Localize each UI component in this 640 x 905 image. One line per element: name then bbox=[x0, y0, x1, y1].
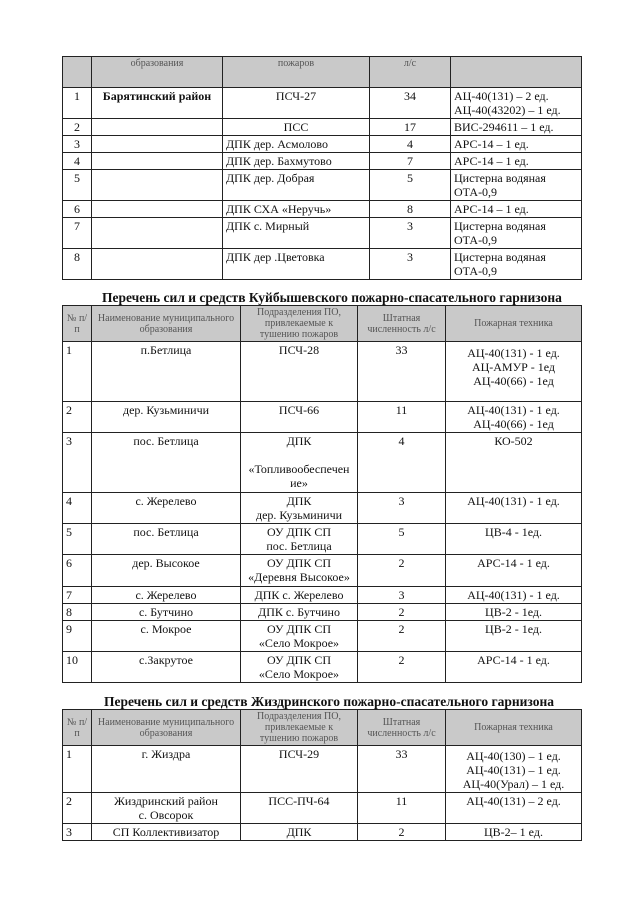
header-staff: л/с bbox=[370, 57, 451, 88]
row-tech: АЦ-40(131) - 1 ед. bbox=[446, 587, 582, 604]
row-tech: АРС-14 – 1 ед. bbox=[451, 201, 582, 218]
row-staff: 3 bbox=[370, 249, 451, 280]
header-num: № п/п bbox=[63, 306, 92, 342]
row-muni: пос. Бетлица bbox=[92, 433, 241, 493]
row-unit: ДПК с. Мирный bbox=[223, 218, 370, 249]
row-num: 6 bbox=[63, 555, 92, 587]
header-unit: Подразделения ПО, привлекаемые к тушению пожаров bbox=[241, 306, 358, 342]
row-tech: ЦВ-2 - 1ед. bbox=[446, 621, 582, 652]
row-tech: Цистерна водяная ОТА-0,9 bbox=[451, 249, 582, 280]
header-muni: Наименование муниципального образования bbox=[92, 306, 241, 342]
heading-zhizdrinsky: Перечень сил и средств Жиздринского пожарно-спасательного гарнизона bbox=[104, 694, 555, 709]
row-unit: ДПК дер .Цветовка bbox=[223, 249, 370, 280]
row-muni: г. Жиздра bbox=[92, 746, 241, 793]
row-staff: 11 bbox=[358, 793, 446, 824]
table-row bbox=[63, 493, 582, 524]
row-tech: ЦВ-2– 1 ед. bbox=[446, 824, 582, 841]
table-row bbox=[63, 793, 582, 824]
row-staff: 2 bbox=[358, 555, 446, 587]
row-unit: ДПК с. Жерелево bbox=[241, 587, 358, 604]
row-num: 3 bbox=[63, 824, 92, 841]
table-row bbox=[63, 402, 582, 433]
row-staff: 33 bbox=[358, 746, 446, 793]
row-num: 6 bbox=[63, 201, 92, 218]
row-unit: ОУ ДПК СП «Село Мокрое» bbox=[241, 621, 358, 652]
row-num: 10 bbox=[63, 652, 92, 683]
row-muni: пос. Бетлица bbox=[92, 524, 241, 555]
row-unit: ПСЧ-27 bbox=[223, 88, 370, 119]
table-row bbox=[63, 652, 582, 683]
row-staff: 2 bbox=[358, 621, 446, 652]
row-tech: ВИС-294611 – 1 ед. bbox=[451, 119, 582, 136]
row-muni bbox=[92, 218, 223, 249]
row-unit: ДПК bbox=[241, 824, 358, 841]
row-tech: Цистерна водяная ОТА-0,9 bbox=[451, 170, 582, 201]
row-tech: ЦВ-2 - 1ед. bbox=[446, 604, 582, 621]
table-row bbox=[63, 555, 582, 587]
row-staff: 2 bbox=[358, 824, 446, 841]
row-tech: АРС-14 - 1 ед. bbox=[446, 555, 582, 587]
row-muni bbox=[92, 136, 223, 153]
row-unit: ОУ ДПК СП «Село Мокрое» bbox=[241, 652, 358, 683]
row-tech: АРС-14 – 1 ед. bbox=[451, 153, 582, 170]
row-muni bbox=[92, 201, 223, 218]
row-tech: Цистерна водяная ОТА-0,9 bbox=[451, 218, 582, 249]
header-num: № п/п bbox=[63, 710, 92, 746]
row-unit: ДПК дер. Асмолово bbox=[223, 136, 370, 153]
row-tech: АЦ-40(131) – 2 ед. bbox=[446, 793, 582, 824]
header-unit: Подразделения ПО, привлекаемые к тушению пожаров bbox=[241, 710, 358, 746]
row-num: 5 bbox=[63, 524, 92, 555]
row-muni bbox=[92, 119, 223, 136]
table-header-row bbox=[63, 57, 582, 88]
row-muni: с. Жерелево bbox=[92, 587, 241, 604]
table-row bbox=[63, 342, 582, 402]
row-unit: ДПК с. Бутчино bbox=[241, 604, 358, 621]
row-staff: 3 bbox=[358, 587, 446, 604]
row-staff: 2 bbox=[358, 652, 446, 683]
header-staff: Штатная численность л/с bbox=[358, 710, 446, 746]
row-unit: ДПК дер. Кузьминичи bbox=[241, 493, 358, 524]
table-row bbox=[63, 746, 582, 793]
row-tech: АЦ-40(131) - 1 ед. АЦ-40(66) - 1ед bbox=[446, 402, 582, 433]
row-tech: АЦ-40(130) – 1 ед. АЦ-40(131) – 1 ед. АЦ-40(Урал) – 1 ед. bbox=[446, 746, 582, 793]
row-muni: дер. Высокое bbox=[92, 555, 241, 587]
row-num: 3 bbox=[63, 433, 92, 493]
row-staff: 33 bbox=[358, 342, 446, 402]
row-unit: ДПК СХА «Неручь» bbox=[223, 201, 370, 218]
row-unit: ОУ ДПК СП «Деревня Высокое» bbox=[241, 555, 358, 587]
row-muni: п.Бетлица bbox=[92, 342, 241, 402]
row-unit: ПСЧ-66 bbox=[241, 402, 358, 433]
row-muni: СП Коллективизатор bbox=[92, 824, 241, 841]
row-num: 8 bbox=[63, 604, 92, 621]
table-row bbox=[63, 604, 582, 621]
row-num: 2 bbox=[63, 402, 92, 433]
row-muni: с.Закрутое bbox=[92, 652, 241, 683]
table-row bbox=[63, 824, 582, 841]
table-row bbox=[63, 433, 582, 493]
row-unit: ПСС-ПЧ-64 bbox=[241, 793, 358, 824]
row-staff: 5 bbox=[358, 524, 446, 555]
header-tech: Пожарная техника bbox=[446, 306, 582, 342]
row-staff: 4 bbox=[358, 433, 446, 493]
table-kuibyshevsky bbox=[62, 305, 582, 683]
row-unit: ДПК дер. Добрая bbox=[223, 170, 370, 201]
row-staff: 5 bbox=[370, 170, 451, 201]
row-muni: с. Жерелево bbox=[92, 493, 241, 524]
row-num: 1 bbox=[63, 88, 92, 119]
row-staff: 11 bbox=[358, 402, 446, 433]
table-row bbox=[63, 249, 582, 280]
table-row bbox=[63, 587, 582, 604]
row-num: 5 bbox=[63, 170, 92, 201]
row-muni: дер. Кузьминичи bbox=[92, 402, 241, 433]
row-muni bbox=[92, 170, 223, 201]
row-staff: 8 bbox=[370, 201, 451, 218]
header-muni: образования bbox=[92, 57, 223, 88]
row-tech: ЦВ-4 - 1ед. bbox=[446, 524, 582, 555]
table-row bbox=[63, 524, 582, 555]
row-staff: 7 bbox=[370, 153, 451, 170]
row-num: 8 bbox=[63, 249, 92, 280]
row-tech: КО-502 bbox=[446, 433, 582, 493]
header-unit: пожаров bbox=[223, 57, 370, 88]
table-header-row bbox=[63, 710, 582, 746]
row-num: 7 bbox=[63, 587, 92, 604]
row-num: 2 bbox=[63, 119, 92, 136]
row-staff: 4 bbox=[370, 136, 451, 153]
row-unit: ПСЧ-29 bbox=[241, 746, 358, 793]
header-num bbox=[63, 57, 92, 88]
row-tech: АРС-14 - 1 ед. bbox=[446, 652, 582, 683]
row-num: 7 bbox=[63, 218, 92, 249]
header-muni: Наименование муниципального образования bbox=[92, 710, 241, 746]
row-tech: АЦ-40(131) - 1 ед. АЦ-АМУР - 1ед АЦ-40(66) - 1ед bbox=[446, 342, 582, 402]
row-muni bbox=[92, 249, 223, 280]
row-tech: АРС-14 – 1 ед. bbox=[451, 136, 582, 153]
table-row bbox=[63, 153, 582, 170]
row-unit: ДПК дер. Бахмутово bbox=[223, 153, 370, 170]
row-tech: АЦ-40(131) - 1 ед. bbox=[446, 493, 582, 524]
row-staff: 2 bbox=[358, 604, 446, 621]
row-staff: 3 bbox=[358, 493, 446, 524]
row-unit: ДПК «Топливообеспечен ие» bbox=[241, 433, 358, 493]
table-row bbox=[63, 88, 582, 119]
row-num: 4 bbox=[63, 153, 92, 170]
table-row bbox=[63, 136, 582, 153]
row-unit: ПСС bbox=[223, 119, 370, 136]
row-staff: 17 bbox=[370, 119, 451, 136]
row-num: 1 bbox=[63, 342, 92, 402]
heading-kuibyshevsky: Перечень сил и средств Куйбышевского пожарно-спасательного гарнизона bbox=[102, 290, 562, 305]
row-num: 4 bbox=[63, 493, 92, 524]
row-staff: 3 bbox=[370, 218, 451, 249]
row-unit: ПСЧ-28 bbox=[241, 342, 358, 402]
table-baryatinsky bbox=[62, 56, 582, 280]
header-tech: Пожарная техника bbox=[446, 710, 582, 746]
row-muni: Жиздринский район с. Овсорок bbox=[92, 793, 241, 824]
table-row bbox=[63, 170, 582, 201]
header-tech bbox=[451, 57, 582, 88]
table-zhizdrinsky bbox=[62, 709, 582, 841]
table-row bbox=[63, 218, 582, 249]
header-staff: Штатная численность л/с bbox=[358, 306, 446, 342]
row-muni: с. Мокрое bbox=[92, 621, 241, 652]
table-row bbox=[63, 621, 582, 652]
row-num: 1 bbox=[63, 746, 92, 793]
row-muni: Барятинский район bbox=[92, 88, 223, 119]
row-unit: ОУ ДПК СП пос. Бетлица bbox=[241, 524, 358, 555]
row-tech: АЦ-40(131) – 2 ед. АЦ-40(43202) – 1 ед. bbox=[451, 88, 582, 119]
table-row bbox=[63, 201, 582, 218]
row-num: 3 bbox=[63, 136, 92, 153]
row-staff: 34 bbox=[370, 88, 451, 119]
row-num: 2 bbox=[63, 793, 92, 824]
table-row bbox=[63, 119, 582, 136]
row-muni: с. Бутчино bbox=[92, 604, 241, 621]
row-muni bbox=[92, 153, 223, 170]
table-header-row bbox=[63, 306, 582, 342]
row-num: 9 bbox=[63, 621, 92, 652]
